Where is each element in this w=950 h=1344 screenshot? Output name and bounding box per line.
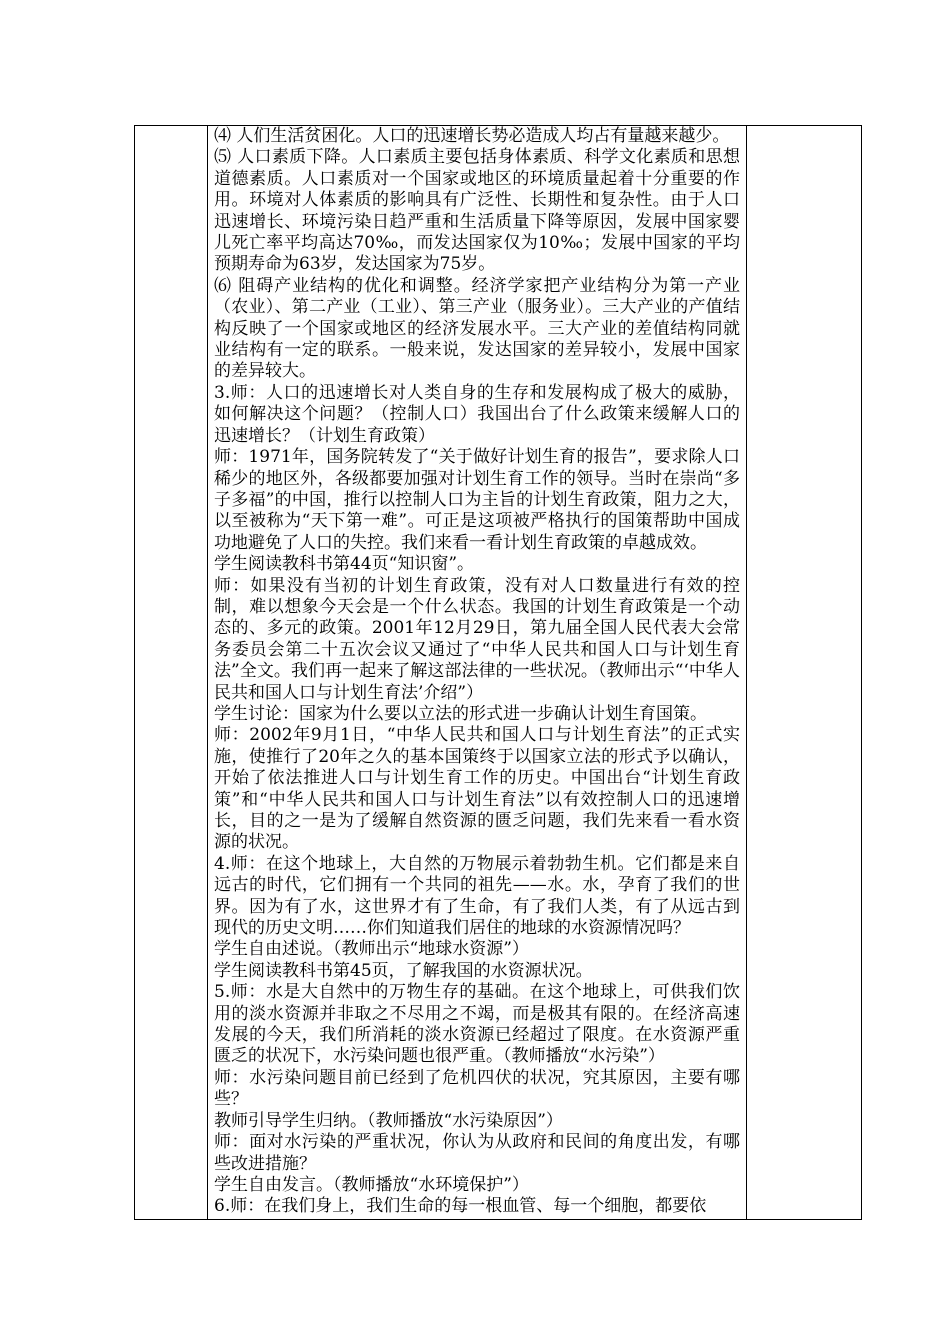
paragraph: 师：2002年9月1日，“中华人民共和国人口与计划生育法”的正式实施，使推行了20年之久的基本国策终于以国家立法的形式予以确认，开始了依法推进人口与计划生育工作的历史。中国出台“计划生育政策”和“中华人民共和国人口与计划生育法”以有效控制人口的迅速增长，目的之一是为了缓解自然资源的匮乏问题，我们先来看一看水资源的状况。 (214, 725, 740, 853)
left-column-cell (135, 126, 208, 1220)
paragraph: 学生自由述说。（教师出示“地球水资源”） (214, 939, 529, 960)
right-column-cell (747, 126, 862, 1220)
paragraph: 教师引导学生归纳。（教师播放“水污染原因”） (214, 1110, 563, 1131)
lesson-plan-table (134, 125, 862, 1220)
paragraph: ⑸ 人口素质下降。人口素质主要包括身体素质、科学文化素质和思想道德素质。人口素质对一个国家或地区的环境质量起着十分重要的作用。环境对人体素质的影响具有广泛性、长期性和复杂性。由于人口迅速增长、环境污染日趋严重和生活质量下降等原因，发展中国家婴儿死亡率平均高达70‰，而发达国家仅为10‰；发展中国家的平均预期寿命为63岁，发达国家为75岁。 (214, 147, 740, 275)
paragraph: 学生自由发言。（教师播放“水环境保护”） (214, 1174, 529, 1195)
paragraph: 师：如果没有当初的计划生育政策，没有对人口数量进行有效的控制，难以想象今天会是一个什么状态。我国的计划生育政策是一个动态的、多元的政策。2001年12月29日，第九届全国人民代表大会常务委员会第二十五次会议又通过了“中华人民共和国人口与计划生育法”全文。我们再一起来了解这部法律的一些状况。（教师出示“‘中华人民共和国人口与计划生育法’介绍”） (214, 575, 740, 703)
paragraph: 学生阅读教科书第44页“知识窗”。 (214, 554, 475, 575)
paragraph: ⑷ 人们生活贫困化。人口的迅速增长势必造成人均占有量越来越少。 (214, 126, 730, 146)
paragraph: 3.师：人口的迅速增长对人类自身的生存和发展构成了极大的威胁，如何解决这个问题？（控制人口）我国出台了什么政策来缓解人口的迅速增长？（计划生育政策） (214, 382, 740, 446)
paragraph: 师：水污染问题目前已经到了危机四伏的状况，究其原因，主要有哪些？ (214, 1067, 740, 1110)
content-cell (208, 126, 747, 1220)
table-row (135, 126, 862, 1220)
paragraph: 师：面对水污染的严重状况，你认为从政府和民间的角度出发，有哪些改进措施？ (214, 1132, 740, 1174)
lesson-content (208, 126, 746, 1219)
paragraph: 师：1971年，国务院转发了“关于做好计划生育的报告”，要求除人口稀少的地区外，各级都要加强对计划生育工作的领导。当时在崇尚“多子多福”的中国，推行以控制人口为主旨的计划生育政策，阻力之大，以至被称为“天下第一难”。可正是这项被严格执行的国策帮助中国成功地避免了人口的失控。我们来看一看计划生育政策的卓越成效。 (214, 447, 740, 553)
paragraph: ⑹ 阻碍产业结构的优化和调整。经济学家把产业结构分为第一产业（农业）、第二产业（工业）、第三产业（服务业）。三大产业的产值结构反映了一个国家或地区的经济发展水平。三大产业的差值结构同就业结构有一定的联系。一般来说，发达国家的差异较小，发展中国家的差异较大。 (214, 275, 740, 382)
paragraph: 5.师：水是大自然中的万物生存的基础。在这个地球上，可供我们饮用的淡水资源并非取之不尽用之不竭，而是极其有限的。在经济高速发展的今天，我们所消耗的淡水资源已经超过了限度。在水资源严重匮乏的状况下，水污染问题也很严重。（教师播放“水污染”） (214, 982, 740, 1067)
paragraph: 学生讨论：国家为什么要以立法的形式进一步确认计划生育国策。 (214, 703, 707, 724)
paragraph: 4.师：在这个地球上，大自然的万物展示着勃勃生机。它们都是来自远古的时代，它们拥有一个共同的祖先——水。水，孕育了我们的世界。因为有了水，这世界才有了生命，有了我们人类，有了从远古到现代的历史文明……你们知道我们居住的地球的水资源情况吗？ (214, 853, 740, 939)
paragraph: 学生阅读教科书第45页，了解我国的水资源状况。 (214, 960, 593, 981)
paragraph: 6.师：在我们身上，我们生命的每一根血管、每一个细胞，都要依 (214, 1196, 707, 1217)
